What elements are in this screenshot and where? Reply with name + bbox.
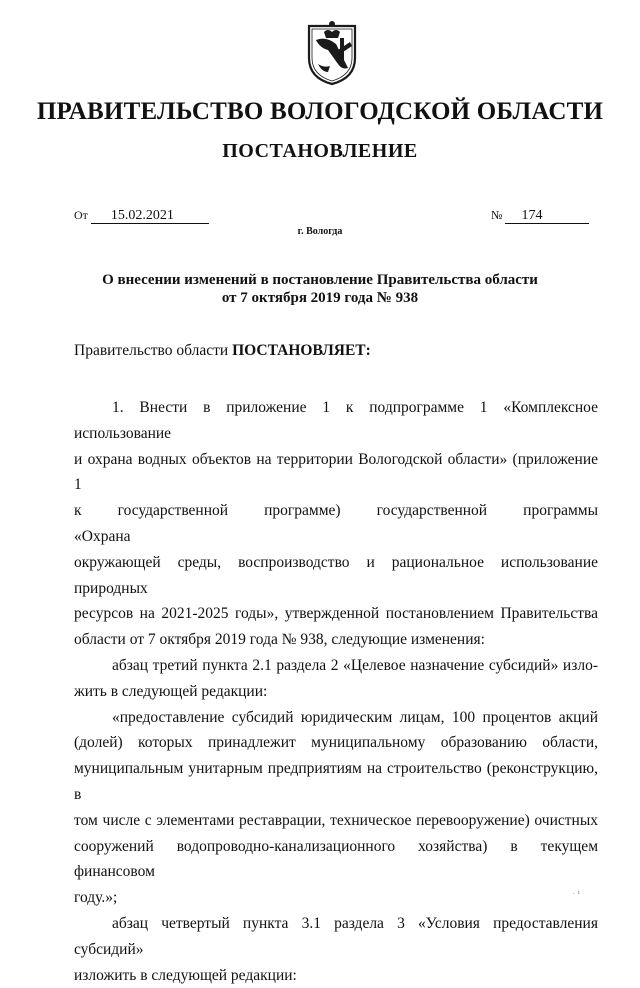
number-field: [491, 208, 589, 224]
paragraph-line: абзац четвертый пункта 3.1 раздела 3 «Условия предоставления субсидий»: [74, 914, 598, 958]
paragraph-line: изложить в следующей редакции:: [74, 966, 297, 984]
paragraph-line: области от 7 октября 2019 года № 938, следующие изменения:: [74, 631, 485, 649]
number-value: 174: [505, 209, 589, 224]
paragraph-line: и охрана водных объектов на территории Вологодской области» (приложение 1: [74, 450, 598, 494]
paragraph-line: муниципальным унитарным предприятиям на строительство (реконструкцию, в: [74, 760, 598, 803]
paragraph-line: ресурсов на 2021-2025 годы», утвержденной постановлением Правительства: [74, 605, 598, 623]
decrees-prefix: Правительство области: [74, 342, 233, 359]
scan-mark: . ı: [573, 890, 581, 896]
coat-of-arms-emblem: [306, 18, 358, 86]
document-type: ПОСТАНОВЛЕНИЕ: [222, 140, 418, 162]
number-prefix: №: [491, 208, 503, 222]
date-value: 15.02.2021: [91, 209, 209, 224]
paragraph-line: жить в следующей редакции:: [74, 682, 268, 700]
paragraph-line: том числе с элементами реставрации, техническое перевооружение) очистных: [74, 811, 598, 829]
date-prefix: От: [74, 208, 88, 222]
paragraph-line: к государственной программе) государственной программы «Охрана: [74, 502, 598, 545]
paragraph-line: (долей) которых принадлежит муниципальному образованию области,: [74, 734, 598, 752]
document-subject: [0, 271, 640, 307]
paragraph-line: абзац третий пункта 2.1 раздела 2 «Целевое назначение субсидий» изло-: [112, 656, 598, 674]
paragraph-line: «предоставление субсидий юридическим лицам, 100 процентов акций: [112, 708, 598, 726]
document-body: [74, 395, 598, 988]
paragraph-line: окружающей среды, воспроизводство и рациональное использование природных: [74, 553, 598, 597]
decrees-line: [74, 342, 371, 360]
paragraph-line: 1. Внести в приложение 1 к подпрограмме 1 «Комплексное использование: [74, 399, 598, 442]
government-title: ПРАВИТЕЛЬСТВО ВОЛОГОДСКОЙ ОБЛАСТИ: [36, 98, 604, 125]
subject-line-2: от 7 октября 2019 года № 938: [221, 290, 419, 306]
paragraph-line: году.»;: [74, 889, 118, 907]
paragraph-line: сооружений водопроводно-канализационного хозяйства) в текущем финансовом: [74, 837, 598, 881]
city-label: г. Вологда: [297, 226, 343, 237]
date-field: [74, 208, 209, 224]
decrees-verb: ПОСТАНОВЛЯЕТ:: [232, 342, 371, 359]
subject-line-1: О внесении изменений в постановление Правительства области: [102, 272, 538, 288]
